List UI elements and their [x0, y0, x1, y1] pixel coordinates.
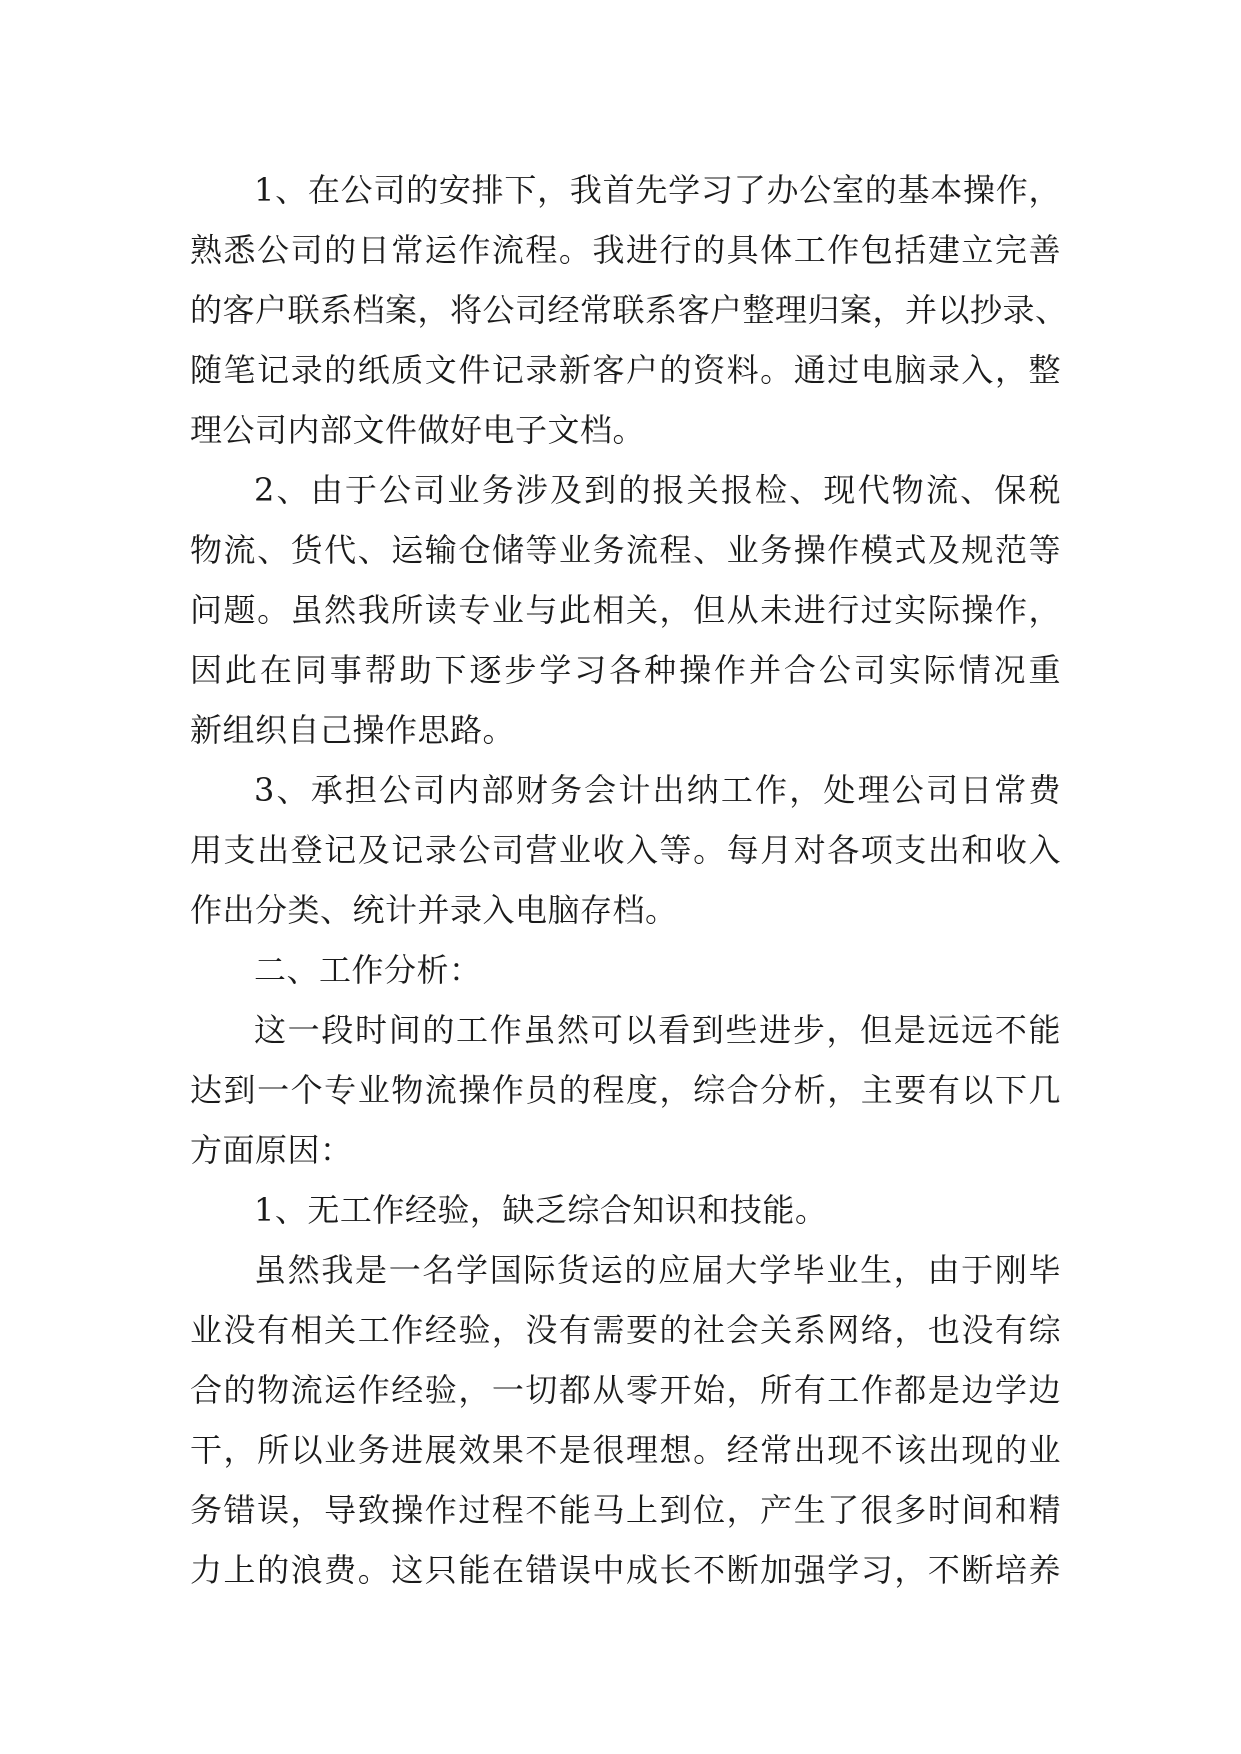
- text-line: 干，所以业务进展效果不是很理想。经常出现不该出现的业: [190, 1431, 1061, 1469]
- text-line: 二、工作分析：: [254, 951, 482, 989]
- text-line: 新组织自己操作思路。: [190, 711, 516, 749]
- text-line: 随笔记录的纸质文件记录新客户的资料。通过电脑录入，整: [190, 351, 1061, 389]
- text-line: 2、由于公司业务涉及到的报关报检、现代物流、保税: [254, 471, 1061, 509]
- text-line: 3、承担公司内部财务会计出纳工作，处理公司日常费: [254, 771, 1061, 809]
- text-line: 这一段时间的工作虽然可以看到些进步，但是远远不能: [254, 1011, 1061, 1049]
- text-line: 因此在同事帮助下逐步学习各种操作并合公司实际情况重: [190, 651, 1061, 689]
- text-line: 用支出登记及记录公司营业收入等。每月对各项支出和收入: [190, 831, 1061, 869]
- text-line: 务错误，导致操作过程不能马上到位，产生了很多时间和精: [190, 1491, 1061, 1529]
- text-line: 问题。虽然我所读专业与此相关，但从未进行过实际操作，: [190, 591, 1061, 629]
- text-line: 合的物流运作经验，一切都从零开始，所有工作都是边学边: [190, 1371, 1061, 1409]
- text-line: 业没有相关工作经验，没有需要的社会关系网络，也没有综: [190, 1311, 1061, 1349]
- text-line: 理公司内部文件做好电子文档。: [190, 411, 646, 449]
- text-line: 方面原因：: [190, 1131, 353, 1169]
- text-line: 虽然我是一名学国际货运的应届大学毕业生，由于刚毕: [254, 1251, 1061, 1289]
- text-line: 作出分类、统计并录入电脑存档。: [190, 891, 678, 929]
- text-line: 1、在公司的安排下，我首先学习了办公室的基本操作，: [254, 171, 1061, 209]
- text-line: 1、无工作经验，缺乏综合知识和技能。: [254, 1191, 828, 1229]
- text-line: 达到一个专业物流操作员的程度，综合分析，主要有以下几: [190, 1071, 1061, 1109]
- text-line: 物流、货代、运输仓储等业务流程、业务操作模式及规范等: [190, 531, 1061, 569]
- text-line: 熟悉公司的日常运作流程。我进行的具体工作包括建立完善: [190, 231, 1061, 269]
- text-line: 的客户联系档案，将公司经常联系客户整理归案，并以抄录、: [190, 291, 1068, 329]
- document-body: [190, 160, 1068, 1600]
- text-line: 力上的浪费。这只能在错误中成长不断加强学习，不断培养: [190, 1551, 1061, 1589]
